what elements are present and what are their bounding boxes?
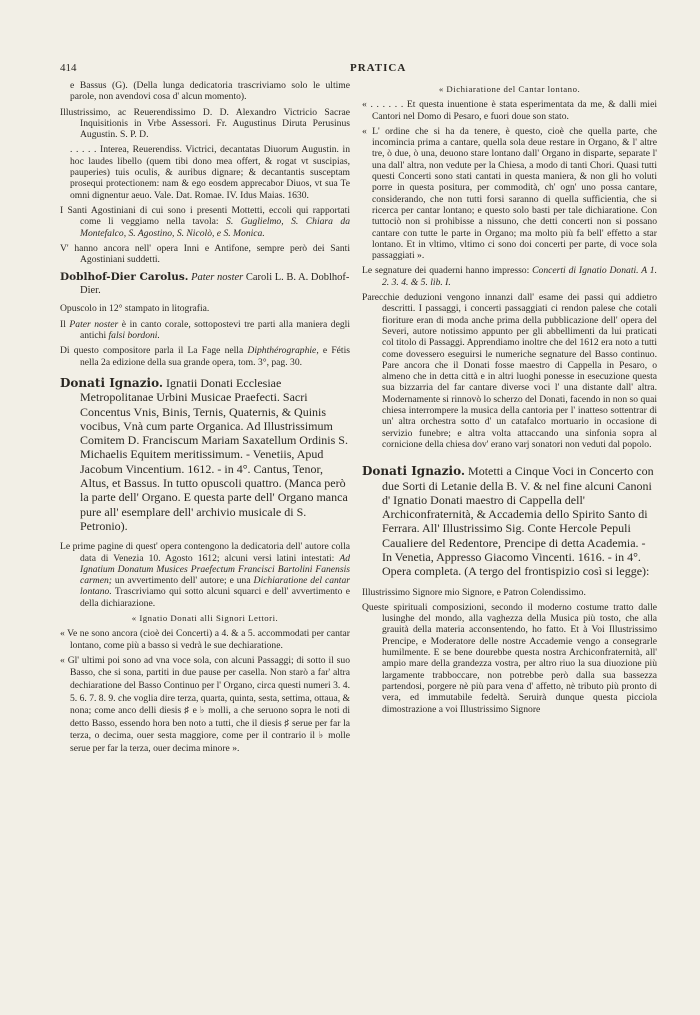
paragraph: I Santi Agostiniani di cui sono i presenti Mottetti, eccoli qui rapportati come li veggiamo nella tavola: S. Guglielmo, S. Chiara da Montefalco, S. Agostino, S. Nicolò, e S. Monica. [60, 204, 350, 239]
quote: « . . . . . . Et questa inuentione è stata esperimentata da me, & dalli miei Cantori nel Domo di Pesaro, e fuori doue son stato. [362, 99, 657, 122]
paragraph: . . . . . Interea, Reuerendiss. Victrici, decantatas Diuorum Augustin. in hoc laudes libello (quem tibi dono mea offert, & rogat vt suscipias, pauperies) tuis oculis, & auribus dignare; & decantantis susceptam prosequi protectionem: nam & ego eosdem apprecabor Diuos, vt sua Te omni dignentur aeuo. Vale. Dat. Romae. IV. Idus Maias. 1630. [70, 144, 350, 201]
paragraph: Le segnature dei quaderni hanno impresso: Concerti di Ignatio Donati. A 1. 2. 3. 4. & 5. lib. I. [362, 265, 657, 288]
section-heading: « Ignatio Donati alli Signori Lettori. [131, 612, 279, 623]
paragraph: Le prime pagine di quest' opera contengono la dedicatoria dell' autore colla data di Venezia 10. Agosto 1612; alcuni versi latini intestati: Ad Ignatium Donatum Musices Praefectum Francisci Bartolini Fanensis carmen; un avvertimento dell' autore; e una Dichiaratione del cantar lontano. Trascriviamo qui sotto alcuni squarci e dell' avvertimento e della dichiarazione. [60, 541, 350, 609]
left-column [60, 80, 350, 1015]
entry-name: Donati Ignazio. [60, 375, 164, 390]
section-heading: « Dichiaratione del Cantar lontano. [438, 84, 581, 94]
running-title: PRATICA [350, 62, 407, 74]
entry-name: Doblhof-Dier Carolus. [60, 271, 189, 284]
page-header [60, 62, 660, 76]
paragraph: Il Pater noster è in canto corale, sottopostevi tre parti alla maniera degli antichi falsi bordoni. [60, 318, 350, 342]
entry-name: Donati Ignazio. [362, 464, 466, 479]
entry-doblhof: Doblhof-Dier Carolus. Pater noster Caroli L. B. A. Doblhof-Dier. [60, 271, 350, 296]
paragraph: Illustrissimo Signore mio Signore, e Patron Colendissimo. [362, 586, 586, 598]
paragraph: Queste spirituali composizioni, secondo il moderno costume tratto dalle lusinghe del mondo, alla vaghezza della Musica più tosto, che alla grauità della materia acconsentendo, ho fatto. Et à Voi Illustrissimo Prencipe, e Moderatore delle nostre Accademie vengo a consegrarle humilmente. E se bene dourebbe questa nostra Archiconfraternità, all' ampio mare della grandezza vostra, per altro riuo la sua diuozione più largamente trabboccare, non potrebbe però dalla sua bassezza partendosi, porgere nè più para vena d' affetto, nè tributo più pronto di vera, ed immutabile fedeltà. Seruirà dunque questa picciola dimostrazione a voi Illustrissimo Signore [362, 601, 657, 715]
paragraph: e Bassus (G). (Della lunga dedicatoria trascriviamo solo le ultime parole, non avendovi cosa d' alcun momento). [70, 80, 350, 103]
quote: « L' ordine che si ha da tenere, è questo, cioè che quella parte, che incomincia prima a cantare, quella sola deue restare in Organo, & l' altre tre, ò due, ò una, deuono stare lontano dall' Organo in disparte, separate l' una dall' altra, non vedute per la Chiesa, a modo di tanti Chori. Quasi tutti questi Concerti sono stati cantati in questa maniera, & non gli ho voluti porre in questa positura, per commodità, ch' ogn' uno possa cantare, considerando, che non tutti forsi saranno di quella sufficientia, che si ricerca per cantar lontano; e questo solo basti per tale dichiaratione. Con tuttociò non si prohibisse a nissuno, che detti concerti non si possano cantare con tutte le parte in Organo; ma molto più fa bell' effetto a star lontano. Et in vltimo, vltimo ci sono doi concerti per parte, di voce sola passaggiati ». [362, 125, 657, 262]
entry-donati-1612: Donati Ignazio. Ignatii Donati Ecclesiae Metropolitanae Urbini Musicae Praefecti. Sacri Concentus Vnis, Binis, Ternis, Quaternis, & Quinis vocibus, Vnà cum parte Organica. Ad Illustrissimum Comitem D. Franciscum Mariam Saxatellum Ordinis S. Michaelis Equitem meritissimum. - Venetiis, Apud Jacobum Vincentium. 1612. - in 4°. Cantus, Tenor, Altus, et Bassus. In tutto opuscoli quattro. (Manca però la parte dell' Organo. E questa parte dell' Organo manca pure all' esemplare dell' archivio musicale di S. Petronio). [60, 375, 348, 533]
quote: « Ve ne sono ancora (cioè dei Concerti) a 4. & a 5. accommodati per cantar lontano, come più a basso si vedrà le sue dechiaratione. [60, 628, 350, 651]
entry-donati-1616: Donati Ignazio. Motetti a Cinque Voci in Concerto con due Sorti di Letanie della B. V. & nel fine alcuni Canoni d' Ignatio Donati maestro di Cappella dell' Archiconfraternità, & Accademia dello Spirito Santo di Ferrara. All' Illustrissimo Sig. Conte Hercole Pepuli Caualiere del Redentore, Prencipe di detta Academia. - In Venetia, Appresso Giacomo Vincenti. 1616. - in 4°. Opera completa. (A tergo del frontispizio così si legge): [362, 464, 654, 579]
paragraph: Parecchie deduzioni vengono innanzi dall' esame dei passi qui addietro descritti. I passaggi, i concerti passaggiati ci rendon palese che cotali fioriture eran di moda anche prima della pubblicazione dell' opera del Severi, autore notissimo appunto per gli abbellimenti da lui praticati col titolo di Passaggi. Apprendiamo inoltre che del 1612 era noto a tutti come dovessero eseguirsi le numeriche segnature del Basso continuo. Pare ancora che il Donati fosse maestro di Cappella in Pesaro, o almeno che in detta città e in altri luoghi ponesse in esecuzione questa sua bizzarria del far cantare diverse voci l' una distante dall' altra. Modernamente si rinnovò lo scherzo del Donati, facendo in non so quai chiesa interrompere la musica della cantoria per l' inatteso sottentrar di un' altra orchestra sotto d' un catafalco mortuario in occasione di servizio funebre; e altra volta attaccando una sinfonia sopra al cornicione della chiesa dov' erano varj sonatori non veduti dal popolo. [362, 292, 657, 450]
paragraph: Opuscolo in 12° stampato in litografia. [60, 303, 210, 315]
paragraph: Di questo compositore parla il La Fage nella Diphthérographie, e Fétis nella 2a edizione della sua grande opera, tom. 3°, pag. 30. [60, 345, 350, 368]
paragraph: V' hanno ancora nell' opera Inni e Antifone, sempre però dei Santi Agostiniani suddetti. [60, 242, 350, 266]
quote: « Gl' ultimi poi sono ad vna voce sola, con alcuni Passaggi; di sotto il suo Basso, che si sona, partiti in due pause per casella. Non starò a far' altra dechiaratione del Basso Continuo per l' Organo, circa questi numeri 3. 4. 5. 6. 7. 8. 9. che voglia dire terza, quarta, quinta, sesta, settima, ottaua, & nona; come anco delli diesis ♯ e ♭ molli, a che seruono sopra le noti di detto Basso, essendo hora ben noto a tutti, che il diesis ♯ serue per far la terza, o decima, ouer sesta maggiore, come per il contrario il ♭ molle serue per far la terza, ouer decima minore ». [60, 654, 350, 755]
paragraph: Illustrissimo, ac Reuerendissimo D. D. Alexandro Victricio Sacrae Inquisitionis in Vrbe Assessori. Fr. Augustinus Diruta Perusinus Augustin. S. P. D. [60, 106, 350, 141]
page-number: 414 [60, 62, 77, 74]
right-column [362, 80, 657, 1015]
